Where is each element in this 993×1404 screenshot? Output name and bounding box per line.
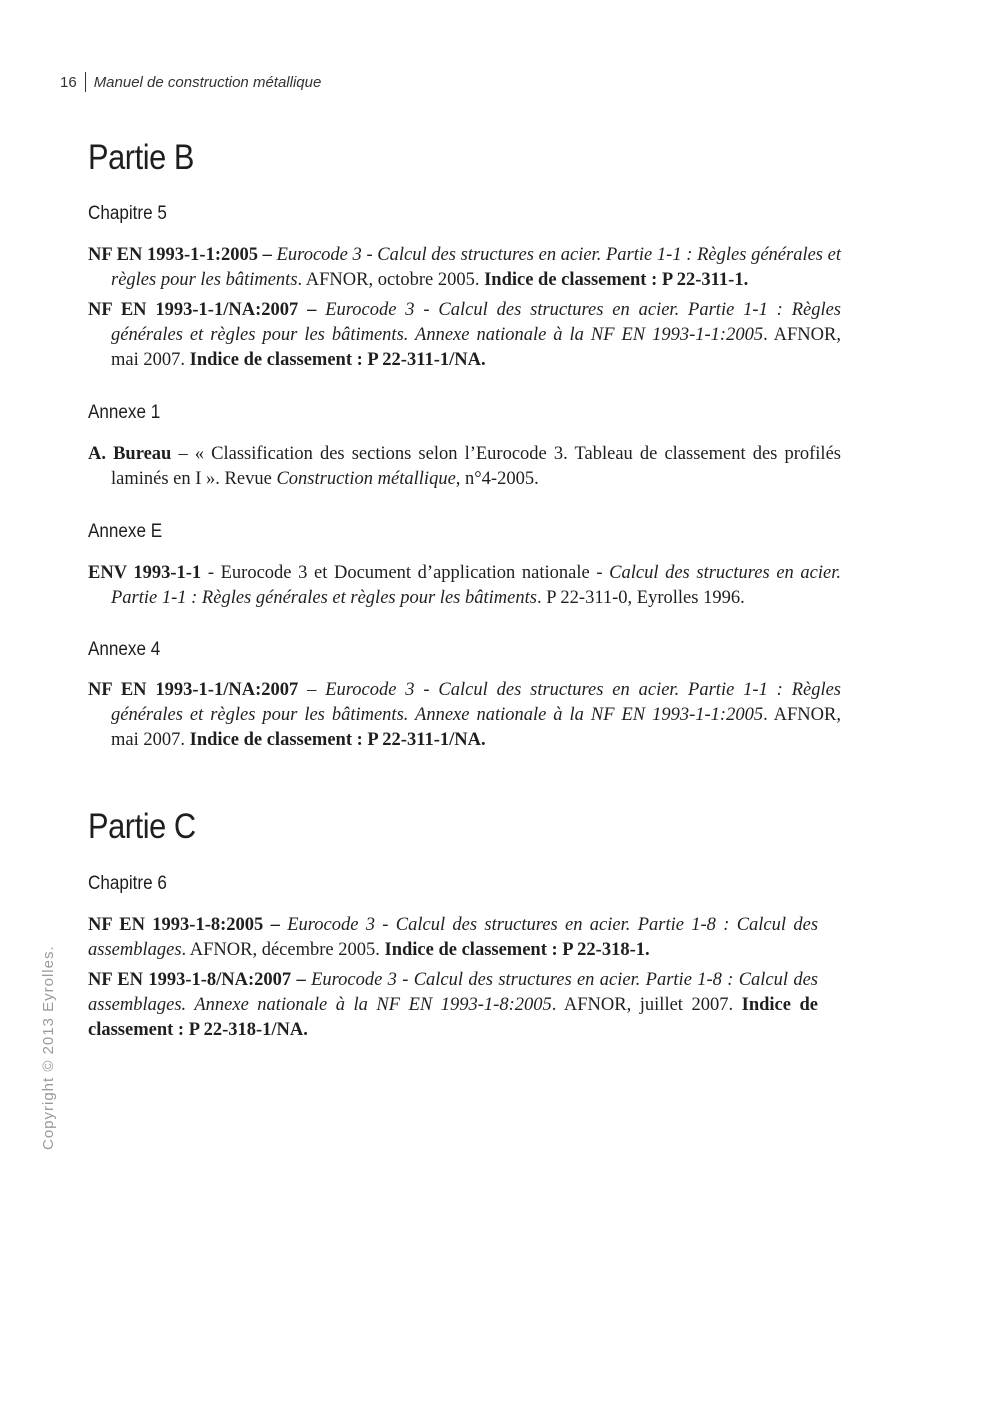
reference-entry <box>88 298 841 373</box>
reference-publisher: . AFNOR, mai 2007. <box>111 705 841 750</box>
reference-author: A. Bureau <box>88 444 172 464</box>
subsection-title-chapitre-6: Chapitre 6 <box>88 873 167 894</box>
subsection-title-chapitre-5: Chapitre 5 <box>88 203 167 224</box>
reference-entry <box>88 913 818 963</box>
reference-code: NF EN 1993-1-8/NA:2007 – <box>88 970 306 990</box>
reference-entry <box>88 561 841 611</box>
header-divider <box>85 72 86 92</box>
reference-code: NF EN 1993-1-1:2005 – <box>88 245 272 265</box>
reference-publisher: . AFNOR, juillet 2007. <box>551 995 742 1015</box>
reference-entry <box>88 442 841 492</box>
reference-code: ENV 1993-1-1 <box>88 563 202 583</box>
reference-index: Indice de classement : P 22-311-1/NA. <box>189 730 486 750</box>
running-header <box>60 72 321 92</box>
reference-entry <box>88 243 841 293</box>
reference-entry <box>88 678 841 753</box>
section-title-partie-b: Partie B <box>88 138 195 177</box>
running-title: Manuel de construction métallique <box>93 73 322 91</box>
reference-publisher: . AFNOR, mai 2007. <box>111 325 841 370</box>
reference-title: Eurocode 3 - Calcul des structures en acier. Partie 1-1 : Règles générales et règles pour les bâtiments <box>111 245 842 290</box>
reference-index: Indice de classement : P 22-318-1/NA. <box>88 995 818 1040</box>
reference-journal: Construction métallique <box>276 469 456 489</box>
reference-text: – « Classification des sections selon l’Eurocode 3. Tableau de classement des profilés laminés en I ». Revue <box>111 444 841 489</box>
subsection-title-annexe-e: Annexe E <box>88 521 163 542</box>
reference-index: Indice de classement : P 22-311-1. <box>484 270 749 290</box>
reference-title: Calcul des structures en acier. Partie 1-1 : Règles générales et règles pour les bâtiments <box>111 563 842 608</box>
subsection-title-annexe-4: Annexe 4 <box>88 639 161 660</box>
reference-publisher: . AFNOR, décembre 2005. <box>181 940 385 960</box>
reference-entry <box>88 968 818 1043</box>
reference-dash: – <box>298 680 326 700</box>
reference-code: NF EN 1993-1-1/NA:2007 – <box>88 300 317 320</box>
subsection-title-annexe-1: Annexe 1 <box>88 402 161 423</box>
reference-index: Indice de classement : P 22-318-1. <box>384 940 650 960</box>
reference-title: Eurocode 3 - Calcul des structures en acier. Partie 1-1 : Règles générales et règles pour les bâtiments. Annexe nationale à la NF EN 1993-1-1:2005 <box>111 300 842 345</box>
page-number: 16 <box>60 73 77 91</box>
reference-issue: , n°4-2005. <box>455 469 539 489</box>
reference-publisher: . P 22-311-0, Eyrolles 1996. <box>536 588 745 608</box>
reference-title: Eurocode 3 - Calcul des structures en acier. Partie 1-8 : Calcul des assemblages <box>88 915 819 960</box>
copyright-notice: Copyright © 2013 Eyrolles. <box>40 945 57 1150</box>
reference-code: NF EN 1993-1-1/NA:2007 <box>88 680 299 700</box>
reference-index: Indice de classement : P 22-311-1/NA. <box>189 350 486 370</box>
reference-code: NF EN 1993-1-8:2005 – <box>88 915 280 935</box>
reference-publisher: . AFNOR, octobre 2005. <box>297 270 485 290</box>
reference-title: Eurocode 3 - Calcul des structures en acier. Partie 1-8 : Calcul des assemblages. Annexe nationale à la NF EN 1993-1-8:2005 <box>88 970 819 1015</box>
reference-text: - Eurocode 3 et Document d’application nationale - <box>201 563 610 583</box>
section-title-partie-c: Partie C <box>88 807 196 846</box>
reference-title: Eurocode 3 - Calcul des structures en acier. Partie 1-1 : Règles générales et règles pour les bâtiments. Annexe nationale à la NF EN 1993-1-1:2005 <box>111 680 842 725</box>
